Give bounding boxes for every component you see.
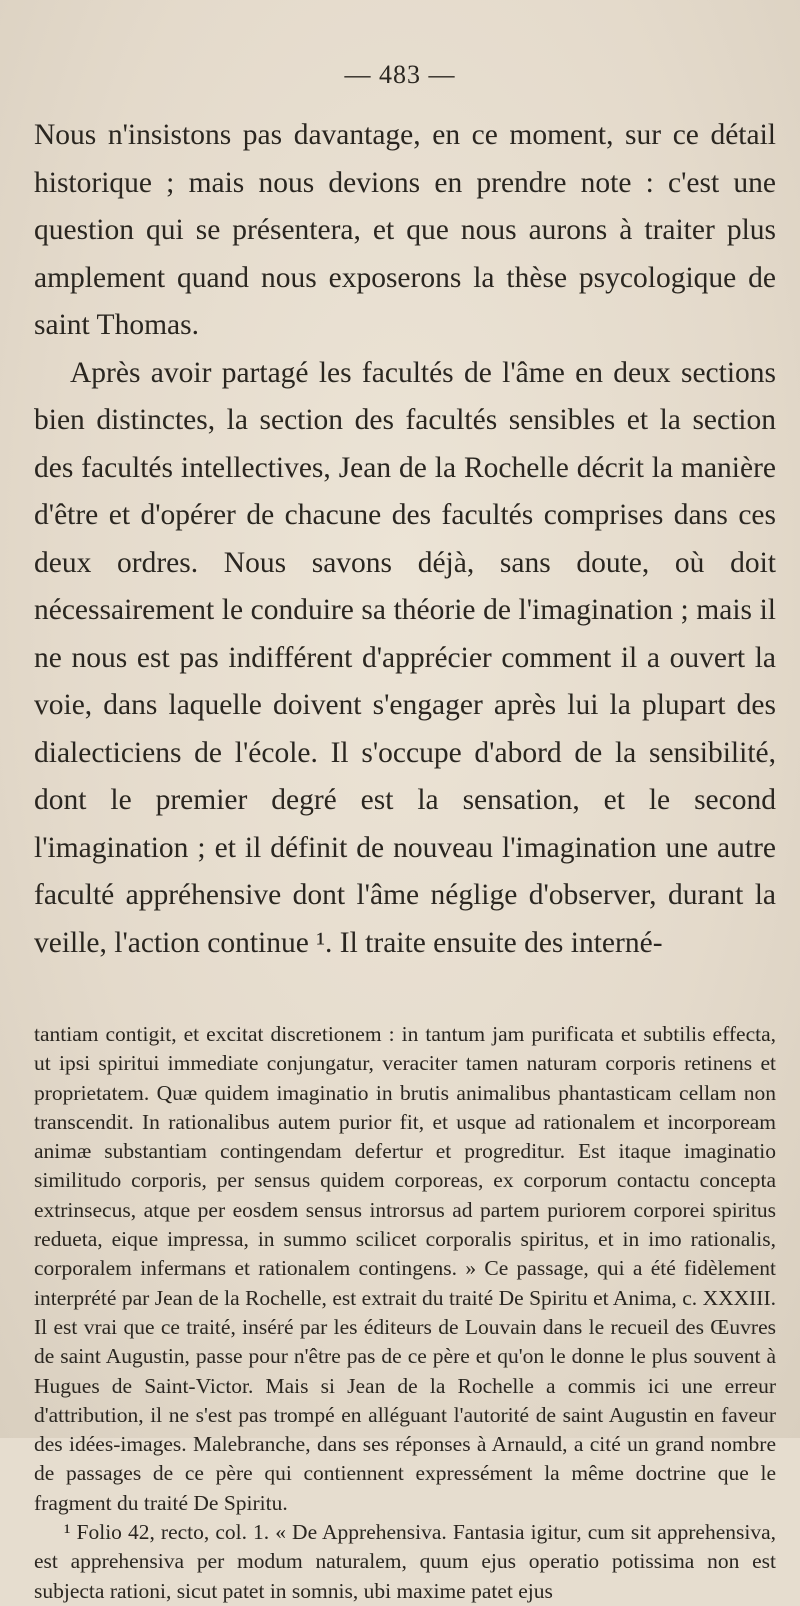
footnote-continuation: tantiam contigit, et excitat discretionem : in tantum jam purificata et subtilis effecta, ut ipsi spiritui immediate conjungatur, veraciter tamen naturam corporis retinens et proprietatem. Quæ quidem imaginatio in brutis animalibus phantasticam cellam non transcendit. In rationalibus autem purior fit, et usque ad rationalem et incorpoream animæ substantiam contingendam defertur et progreditur. Est itaque imaginatio similitudo corporis, per sensus quidem corporeas, ex corporum contactu concepta extrinsecus, atque per eosdem sensus introrsus ad partem puriorem corporei spiritus redueta, eique impressa, in summo scilicet corporalis spiritus, et in imo rationalis, corporalem infermans et rationalem contingens. » Ce passage, qui a été fidèlement interprété par Jean de la Rochelle, est extrait du traité De Spiritu et Anima, c. XXXIII. Il est vrai que ce traité, inséré par les éditeurs de Louvain dans le recueil des Œuvres de saint Augustin, passe pour n'être pas de ce père et qu'on le donne le plus souvent à Hugues de Saint-Victor. Mais si Jean de la Rochelle a commis ici une erreur d'attribution, il ne s'est pas trompé en alléguant l'autorité de saint Augustin en faveur des idées-images. Malebranche, dans ses réponses à Arnauld, a cité un grand nombre de passages de ce père qui contiennent expressément la même doctrine que le fragment du traité De Spiritu.: [34, 1022, 776, 1515]
page-number: — 483 —: [344, 60, 456, 89]
footnotes: [34, 1020, 776, 1606]
paragraph-2: Après avoir partagé les facultés de l'âme en deux sections bien distinctes, la section des facultés sensibles et la section des facultés intellectives, Jean de la Rochelle décrit la manière d'être et d'opérer de chacune des facultés comprises dans ces deux ordres. Nous savons déjà, sans doute, où doit nécessairement le conduire sa théorie de l'imagination ; mais il ne nous est pas indifférent d'apprécier comment il a ouvert la voie, dans laquelle doivent s'engager après lui la plupart des dialecticiens de l'école. Il s'occupe d'abord de la sensibilité, dont le premier degré est la sensation, et le second l'imagination ; et il définit de nouveau l'imagination une autre faculté appréhensive dont l'âme néglige d'observer, durant la veille, l'action continue ¹. Il traite ensuite des interné-: [34, 356, 776, 959]
main-text: [34, 112, 776, 967]
footnote-1: ¹ Folio 42, recto, col. 1. « De Apprehensiva. Fantasia igitur, cum sit apprehensiva, est apprehensiva per modum naturalem, quum ejus operatio potissima non est subjecta rationi, sicut patet in somnis, ubi maxime patet ejus: [34, 1520, 776, 1603]
paragraph-1: Nous n'insistons pas davantage, en ce moment, sur ce détail historique ; mais nous devions en prendre note : c'est une question qui se présentera, et que nous aurons à traiter plus amplement quand nous exposerons la thèse psycologique de saint Thomas.: [34, 119, 776, 341]
